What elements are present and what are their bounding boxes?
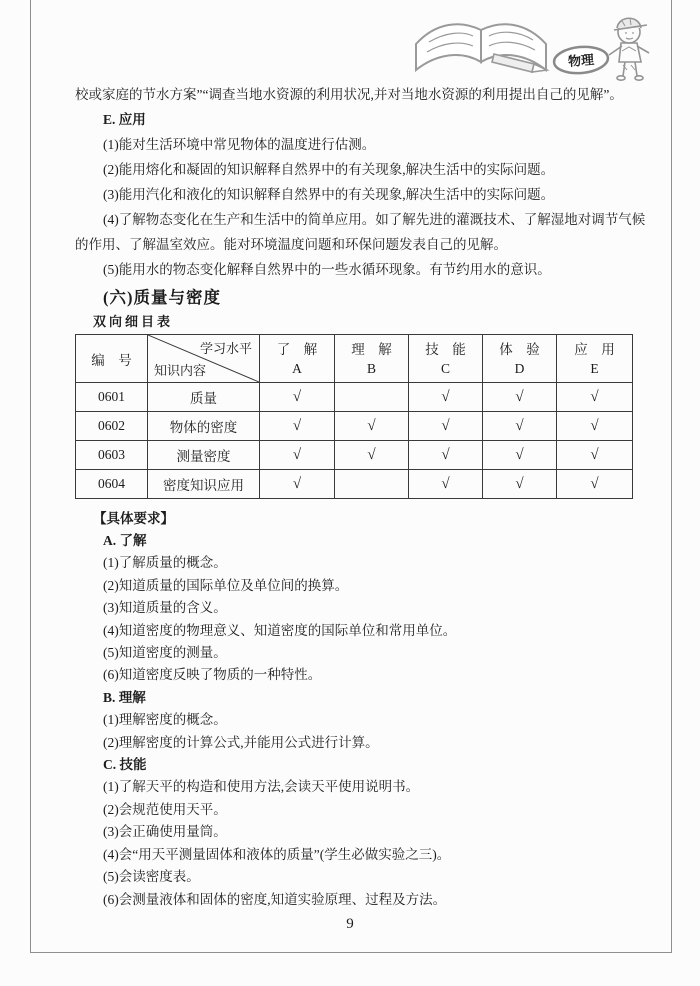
requirements-title: 【具体要求】: [93, 511, 174, 526]
mark-cell: [335, 470, 409, 499]
mark-cell: √: [260, 412, 335, 441]
mark-cell: √: [409, 470, 483, 499]
row-topic: 质量: [148, 383, 260, 412]
table-header-id: 编 号: [76, 335, 148, 383]
mark-cell: √: [260, 470, 335, 499]
section-e-item: (2)能用熔化和凝固的知识解释自然界中的有关现象,解决生活中的实际问题。: [103, 162, 555, 177]
table-row: [76, 441, 633, 470]
mark-cell: √: [557, 383, 633, 412]
objectives-table: [75, 334, 633, 499]
table-col-header-e: 应 用 E: [557, 335, 633, 383]
section-e-item: (3)能用汽化和液化的知识解释自然界中的有关现象,解决生活中的实际问题。: [103, 187, 555, 202]
row-id: 0603: [76, 441, 148, 470]
mark-cell: √: [483, 441, 557, 470]
req-item: (1)理解密度的概念。: [103, 712, 227, 728]
req-item: (3)知道质量的含义。: [103, 600, 227, 616]
table-row: [76, 470, 633, 499]
table-header-row: [76, 335, 633, 383]
section-e-title: E. 应用: [103, 112, 146, 127]
req-item: (1)了解质量的概念。: [103, 555, 227, 571]
req-item: (5)知道密度的测量。: [103, 645, 227, 661]
page-border-bottom: [30, 952, 672, 953]
mark-cell: √: [409, 383, 483, 412]
req-item: (1)了解天平的构造和使用方法,会读天平使用说明书。: [103, 779, 420, 795]
mark-cell: √: [335, 412, 409, 441]
mark-cell: √: [483, 412, 557, 441]
mark-cell: √: [557, 441, 633, 470]
table-col-header-a: 了 解 A: [260, 335, 335, 383]
table-corner-cell: [148, 335, 260, 383]
req-item: (6)会测量液体和固体的密度,知道实验原理、过程及方法。: [103, 891, 447, 907]
mark-cell: [335, 383, 409, 412]
corner-label-bottom: 知识内容: [154, 363, 207, 378]
mark-cell: √: [557, 412, 633, 441]
mark-cell: √: [260, 383, 335, 412]
requirements-section: [75, 508, 632, 911]
student-character-icon: [609, 18, 649, 80]
page-content: [75, 82, 646, 911]
section-e-item-wrap: 的作用、了解温室效应。能对环境温度问题和环保问题发表自己的见解。: [75, 237, 507, 252]
section-e-item: (5)能用水的物态变化解释自然界中的一些水循环现象。有节约用水的意识。: [103, 262, 551, 277]
mark-cell: √: [483, 470, 557, 499]
row-id: 0601: [76, 383, 148, 412]
req-section-b-title: B. 理解: [103, 689, 146, 705]
table-row: [76, 383, 633, 412]
header-illustration: [401, 4, 666, 89]
mark-cell: √: [260, 441, 335, 470]
section-e-item: (4)了解物态变化在生产和生活中的简单应用。如了解先进的灌溉技术、了解湿地对调节气候: [103, 212, 646, 227]
mark-cell: √: [557, 470, 633, 499]
req-item: (2)会规范使用天平。: [103, 801, 227, 817]
mark-cell: √: [409, 441, 483, 470]
physics-badge: [553, 45, 609, 76]
req-item: (2)知道质量的国际单位及单位间的换算。: [103, 577, 349, 593]
mark-cell: √: [409, 412, 483, 441]
row-topic: 密度知识应用: [148, 470, 260, 499]
row-topic: 测量密度: [148, 441, 260, 470]
intro-continuation-line: 校或家庭的节水方案”“调查当地水资源的利用状况,并对当地水资源的利用提出自己的见解”。: [75, 87, 623, 102]
corner-label-top: 学习水平: [199, 341, 252, 356]
mark-cell: √: [335, 441, 409, 470]
req-item: (6)知道密度反映了物质的一种特性。: [103, 667, 322, 683]
req-item: (5)会读密度表。: [103, 869, 200, 885]
section-e-item: (1)能对生活环境中常见物体的温度进行估测。: [103, 137, 376, 152]
row-id: 0602: [76, 412, 148, 441]
req-section-a-title: A. 了解: [103, 533, 147, 548]
req-item: (2)理解密度的计算公式,并能用公式进行计算。: [103, 734, 379, 750]
table-caption: 双向细目表: [93, 314, 174, 329]
section-six-heading: (六)质量与密度: [103, 288, 221, 307]
row-topic: 物体的密度: [148, 412, 260, 441]
req-section-c-title: C. 技能: [103, 757, 147, 773]
req-item: (4)会“用天平测量固体和液体的质量”(学生必做实验之三)。: [103, 846, 451, 862]
table-col-header-c: 技 能 C: [409, 335, 483, 383]
table-row: [76, 412, 633, 441]
page-border-left: [30, 0, 31, 953]
req-item: (4)知道密度的物理意义、知道密度的国际单位和常用单位。: [103, 622, 457, 638]
physics-badge-label: 物理: [567, 51, 595, 70]
page-number: 9: [346, 916, 354, 932]
mark-cell: √: [483, 383, 557, 412]
table-col-header-d: 体 验 D: [483, 335, 557, 383]
page-border-right: [671, 0, 672, 953]
row-id: 0604: [76, 470, 148, 499]
table-col-header-b: 理 解 B: [335, 335, 409, 383]
req-item: (3)会正确使用量筒。: [103, 824, 227, 840]
